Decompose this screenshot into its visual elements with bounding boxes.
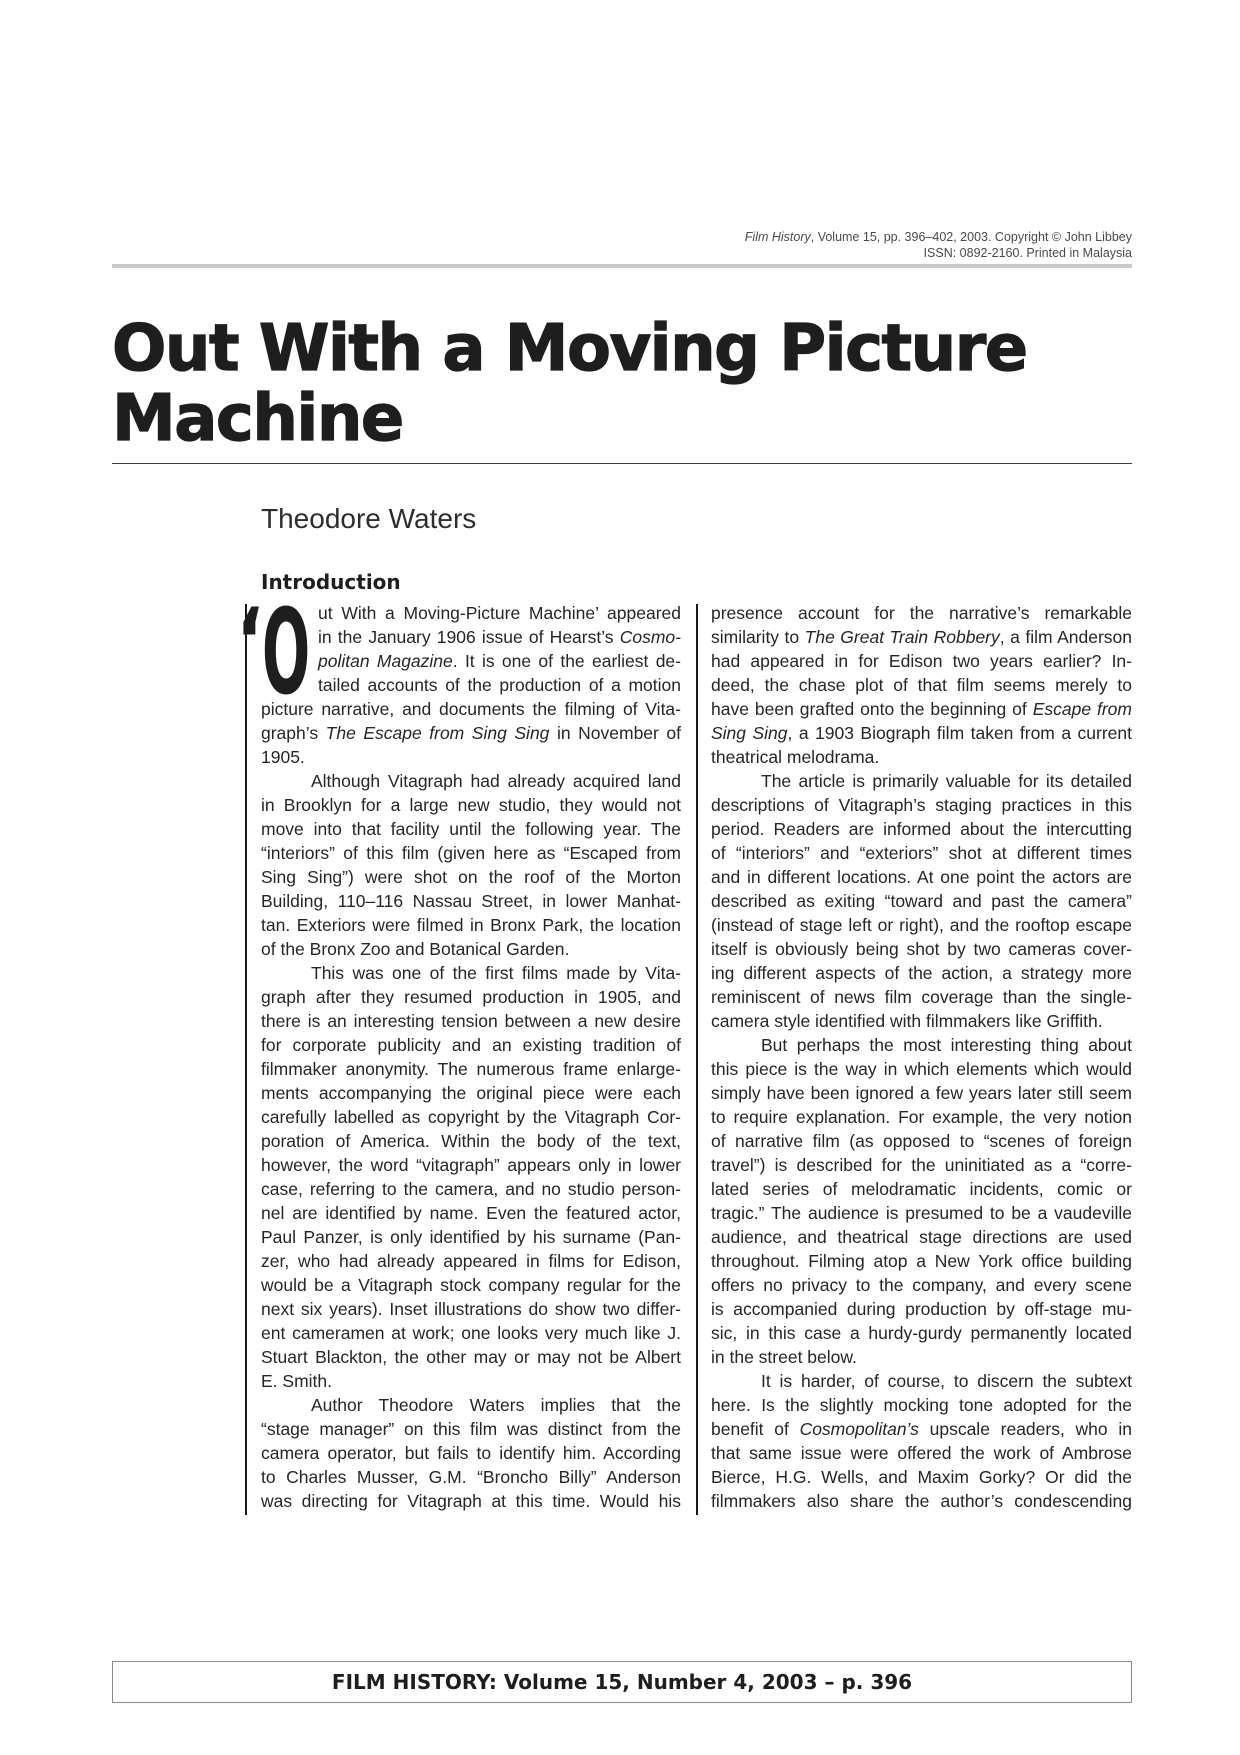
text-line: [261, 1129, 681, 1153]
drop-cap-quote: ‘: [236, 589, 264, 694]
text-line: [261, 1081, 681, 1105]
text-run: would be a Vitagraph stock company regular for the: [261, 1275, 681, 1295]
text-line: [711, 1441, 1132, 1465]
text-run: that same issue were offered the work of Ambrose: [711, 1443, 1132, 1463]
page-footer: [112, 1661, 1132, 1703]
text-line: [261, 1465, 681, 1489]
text-line: [711, 1009, 1132, 1033]
text-line: [711, 1105, 1132, 1129]
line-text: [261, 939, 569, 959]
line-text: [261, 1347, 681, 1367]
line-text: [711, 843, 1132, 863]
text-run: reminiscent of news film coverage than the single-: [711, 987, 1132, 1007]
italic-text-run: The Escape from Sing Sing: [325, 723, 550, 743]
line-text: [261, 1131, 681, 1151]
text-run: have been grafted onto the beginning of: [711, 699, 1033, 719]
text-run: in Brooklyn for a large new studio, they would not: [261, 795, 681, 815]
text-line: [711, 1177, 1132, 1201]
text-line: [711, 1489, 1132, 1513]
text-run: move into that facility until the following year. The: [261, 819, 681, 839]
text-run: tan. Exteriors were filmed in Bronx Park, the location: [261, 915, 681, 935]
text-run: was directing for Vitagraph at this time. Would his: [261, 1491, 681, 1511]
text-line: [711, 1153, 1132, 1177]
text-run: here. Is the slightly mocking tone adopted for the: [711, 1395, 1132, 1415]
text-run: deed, the chase plot of that film seems merely to: [711, 675, 1132, 695]
text-run: offers no privacy to the company, and every scene: [711, 1275, 1132, 1295]
text-run: simply have been ignored a few years later still seem: [711, 1083, 1132, 1103]
line-text: [711, 1083, 1132, 1103]
line-text: [261, 867, 681, 887]
text-line: [711, 1321, 1132, 1345]
text-line: [261, 1441, 681, 1465]
text-line: [711, 937, 1132, 961]
text-line: [261, 745, 681, 769]
text-line: [261, 937, 681, 961]
text-line: [711, 913, 1132, 937]
citation-header: [745, 229, 1132, 261]
italic-text-run: Cosmo-: [619, 627, 681, 647]
line-text: [711, 1251, 1132, 1271]
text-line: [711, 721, 1132, 745]
text-run: tailed accounts of the production of a motion: [318, 675, 681, 695]
text-run: The article is primarily valuable for its detailed: [761, 771, 1132, 791]
line-text: [711, 891, 1132, 911]
line-text: [311, 1395, 681, 1415]
text-run: “interiors” of this film (given here as “Escaped from: [261, 843, 681, 863]
text-line: [711, 841, 1132, 865]
text-run: “stage manager” on this film was distinct from the: [261, 1419, 681, 1439]
issn-line: ISSN: 0892-2160. Printed in Malaysia: [923, 246, 1132, 260]
line-text: [261, 1227, 681, 1247]
line-text: [711, 1419, 1132, 1439]
text-run: and in different locations. At one point the actors are: [711, 867, 1132, 887]
text-run: of “interiors” and “exteriors” shot at different times: [711, 843, 1132, 863]
italic-text-run: The Great Train Robbery: [804, 627, 1000, 647]
text-run: next six years). Inset illustrations do show two differ-: [261, 1299, 681, 1319]
line-text: [711, 867, 1132, 887]
text-run: upscale readers, who in: [918, 1419, 1132, 1439]
title-line-1: Out With a Moving Picture: [112, 312, 1027, 386]
line-text: [261, 1299, 681, 1319]
line-text: [261, 795, 681, 815]
text-run: (instead of stage left or right), and the rooftop escape: [711, 915, 1132, 935]
citation-line: [745, 229, 1132, 245]
line-text: [261, 1323, 681, 1343]
text-line: [261, 1297, 681, 1321]
line-text: [711, 1467, 1132, 1487]
left-text-column: [261, 601, 681, 1513]
text-run: similarity to: [711, 627, 805, 647]
line-text: [318, 651, 681, 671]
text-line: [261, 1201, 681, 1225]
line-text: [261, 1491, 681, 1511]
text-line: [711, 1393, 1132, 1417]
text-line: [261, 1177, 681, 1201]
text-line: [261, 913, 681, 937]
text-run: Bierce, H.G. Wells, and Maxim Gorky? Or did the: [711, 1467, 1132, 1487]
line-text: [711, 795, 1132, 815]
line-text: [261, 1443, 681, 1463]
text-line: [711, 1249, 1132, 1273]
text-line: [261, 817, 681, 841]
text-line: [711, 1273, 1132, 1297]
line-text: [711, 1059, 1132, 1079]
text-line: [711, 1225, 1132, 1249]
text-run: tragic.” The audience is presumed to be a vaudeville: [711, 1203, 1132, 1223]
text-line: [711, 1417, 1132, 1441]
text-line: [261, 673, 681, 697]
text-line: [711, 865, 1132, 889]
text-line: [711, 697, 1132, 721]
line-text: [711, 1347, 857, 1367]
text-run: period. Readers are informed about the intercutting: [711, 819, 1132, 839]
line-text: [261, 843, 681, 863]
line-text: [261, 723, 681, 743]
text-line: [261, 1033, 681, 1057]
line-text: [711, 603, 1132, 623]
middle-column-rule: [696, 604, 698, 1515]
line-text: [711, 1443, 1132, 1463]
article-title: [112, 314, 1027, 454]
text-run: 1905.: [261, 747, 305, 767]
text-run: lated series of melodramatic incidents, comic or: [711, 1179, 1132, 1199]
line-text: [261, 699, 681, 719]
line-text: [711, 963, 1132, 983]
text-run: in the street below.: [711, 1347, 857, 1367]
italic-text-run: Cosmopolitan’s: [799, 1419, 919, 1439]
line-text: [711, 1131, 1132, 1151]
text-line: [261, 985, 681, 1009]
line-text: [318, 603, 681, 623]
line-text: [261, 819, 681, 839]
text-run: case, referring to the camera, and no studio person-: [261, 1179, 681, 1199]
text-run: camera operator, but fails to identify him. According: [261, 1443, 681, 1463]
text-run: audience, and theatrical stage directions are used: [711, 1227, 1132, 1247]
line-text: [261, 915, 681, 935]
drop-cap-letter: O: [262, 583, 311, 721]
text-line: [261, 1345, 681, 1369]
line-text: [261, 1179, 681, 1199]
text-line: [261, 721, 681, 745]
line-text: [261, 747, 305, 767]
line-text: [261, 1011, 681, 1031]
line-text: [711, 1299, 1132, 1319]
text-run: Although Vitagraph had already acquired land: [311, 771, 681, 791]
line-text: [711, 723, 1132, 743]
author-name: Theodore Waters: [261, 503, 477, 534]
title-rule: [112, 463, 1132, 464]
footer-citation: FILM HISTORY: Volume 15, Number 4, 2003 – p. 396: [331, 1670, 913, 1694]
text-run: Building, 110–116 Nassau Street, in lower Manhat-: [261, 891, 681, 911]
italic-text-run: Sing Sing: [711, 723, 788, 743]
text-run: descriptions of Vitagraph’s staging practices in this: [711, 795, 1132, 815]
text-run: carefully labelled as copyright by the Vitagraph Cor-: [261, 1107, 681, 1127]
line-text: [711, 939, 1132, 959]
text-line: [711, 985, 1132, 1009]
journal-name: Film History: [744, 230, 811, 244]
text-line: [711, 793, 1132, 817]
text-line: [261, 601, 681, 625]
text-line: [711, 601, 1132, 625]
text-line: [711, 1129, 1132, 1153]
line-text: [711, 1227, 1132, 1247]
text-run: for corporate publicity and an existing tradition of: [261, 1035, 681, 1055]
text-run: Sing Sing”) were shot on the roof of the Morton: [261, 867, 681, 887]
italic-text-run: politan Magazine: [318, 651, 453, 671]
line-text: [761, 771, 1132, 791]
line-text: [711, 747, 879, 767]
text-line: [711, 1465, 1132, 1489]
text-run: It is harder, of course, to discern the subtext: [761, 1371, 1132, 1391]
text-run: E. Smith.: [261, 1371, 332, 1391]
line-text: [261, 1203, 681, 1223]
text-run: itself is obviously being shot by two cameras cover-: [711, 939, 1132, 959]
text-line: [261, 1249, 681, 1273]
line-text: [261, 1467, 681, 1487]
text-run: ent cameramen at work; one looks very much like J.: [261, 1323, 681, 1343]
text-line: [261, 1225, 681, 1249]
text-run: Stuart Blackton, the other may or may not be Albert: [261, 1347, 681, 1367]
text-line: [711, 1081, 1132, 1105]
text-line: [711, 1369, 1132, 1393]
line-text: [711, 1395, 1132, 1415]
line-text: [711, 1107, 1132, 1127]
text-run: Author Theodore Waters implies that the: [311, 1395, 681, 1415]
text-line: [261, 1321, 681, 1345]
text-run: camera style identified with filmmakers like Griffith.: [711, 1011, 1103, 1031]
line-text: [711, 627, 1132, 647]
text-run: presence account for the narrative’s remarkable: [711, 603, 1132, 623]
line-text: [711, 1491, 1132, 1511]
text-run: however, the word “vitagraph” appears only in lower: [261, 1155, 681, 1175]
text-run: is accompanied during production by off-stage mu-: [711, 1299, 1132, 1319]
text-run: , a film Anderson: [999, 627, 1132, 647]
header-rule: [112, 264, 1132, 268]
line-text: [761, 1035, 1132, 1055]
text-line: [711, 817, 1132, 841]
text-line: [261, 649, 681, 673]
text-line: [711, 1033, 1132, 1057]
text-run: to require explanation. For example, the very notion: [711, 1107, 1132, 1127]
text-line: [261, 1105, 681, 1129]
text-run: But perhaps the most interesting thing about: [761, 1035, 1132, 1055]
text-line: [711, 1201, 1132, 1225]
text-line: [711, 1345, 1132, 1369]
text-run: of the Bronx Zoo and Botanical Garden.: [261, 939, 570, 959]
text-run: this piece is the way in which elements which would: [711, 1059, 1132, 1079]
text-line: [261, 1417, 681, 1441]
text-line: [261, 769, 681, 793]
text-line: [711, 889, 1132, 913]
text-line: [261, 1489, 681, 1513]
text-line: [711, 1057, 1132, 1081]
line-text: [711, 1155, 1132, 1175]
text-line: [711, 1297, 1132, 1321]
text-line: [261, 1153, 681, 1177]
text-line: [261, 1273, 681, 1297]
line-text: [261, 1083, 681, 1103]
text-run: travel”) is described for the uninitiated as a “corre-: [711, 1155, 1132, 1175]
text-line: [711, 673, 1132, 697]
text-line: [711, 745, 1132, 769]
text-line: [711, 649, 1132, 673]
text-run: there is an interesting tension between a new desire: [261, 1011, 681, 1031]
text-run: nel are identified by name. Even the featured actor,: [261, 1203, 681, 1223]
line-text: [711, 699, 1132, 719]
text-line: [261, 793, 681, 817]
line-text: [711, 987, 1132, 1007]
left-column-rule: [245, 604, 247, 1515]
text-line: [711, 961, 1132, 985]
line-text: [261, 891, 681, 911]
text-run: zer, who had already appeared in films for Edison,: [261, 1251, 681, 1271]
text-run: graph’s: [261, 723, 326, 743]
text-line: [261, 1057, 681, 1081]
text-run: of narrative film (as opposed to “scenes of foreign: [711, 1131, 1132, 1151]
text-line: [261, 1393, 681, 1417]
right-text-column: [711, 601, 1132, 1513]
line-text: [711, 1011, 1103, 1031]
line-text: [261, 1275, 681, 1295]
line-text: [761, 1371, 1132, 1391]
title-line-2: Machine: [112, 382, 403, 456]
text-line: [261, 1369, 681, 1393]
line-text: [711, 651, 1132, 671]
line-text: [261, 1419, 681, 1439]
text-run: had appeared in for Edison two years earlier? In-: [711, 651, 1132, 671]
line-text: [711, 1275, 1132, 1295]
text-line: [261, 865, 681, 889]
text-run: ut With a Moving-Picture Machine’ appeared: [318, 603, 681, 623]
line-text: [311, 963, 681, 983]
italic-text-run: Escape from: [1032, 699, 1132, 719]
text-line: [711, 625, 1132, 649]
text-line: [261, 889, 681, 913]
line-text: [261, 1371, 332, 1391]
text-run: sic, in this case a hurdy-gurdy permanently located: [711, 1323, 1132, 1343]
line-text: [261, 1035, 681, 1055]
line-text: [318, 627, 681, 647]
line-text: [261, 1155, 681, 1175]
line-text: [711, 1179, 1132, 1199]
text-run: ments accompanying the original piece were each: [261, 1083, 681, 1103]
text-run: throughout. Filming atop a New York office building: [711, 1251, 1132, 1271]
line-text: [711, 675, 1132, 695]
line-text: [261, 987, 681, 1007]
text-line: [261, 1009, 681, 1033]
text-run: benefit of: [711, 1419, 800, 1439]
text-run: theatrical melodrama.: [711, 747, 880, 767]
text-line: [261, 697, 681, 721]
section-heading: Introduction: [261, 570, 401, 594]
line-text: [261, 1059, 681, 1079]
text-run: This was one of the first films made by Vita-: [311, 963, 681, 983]
text-run: graph after they resumed production in 1905, and: [261, 987, 681, 1007]
line-text: [311, 771, 681, 791]
text-run: filmmaker anonymity. The numerous frame enlarge-: [261, 1059, 681, 1079]
text-run: to Charles Musser, G.M. “Broncho Billy” Anderson: [261, 1467, 681, 1487]
line-text: [261, 1107, 681, 1127]
text-run: picture narrative, and documents the filming of Vita-: [261, 699, 681, 719]
text-run: filmmakers also share the author’s condescending: [711, 1491, 1132, 1511]
text-run: Paul Panzer, is only identified by his surname (Pan-: [261, 1227, 681, 1247]
text-run: , a 1903 Biograph film taken from a current: [787, 723, 1132, 743]
text-line: [261, 841, 681, 865]
text-line: [261, 961, 681, 985]
text-line: [711, 769, 1132, 793]
text-run: described as exiting “toward and past the camera”: [711, 891, 1132, 911]
text-line: [261, 625, 681, 649]
text-run: ing different aspects of the action, a strategy more: [711, 963, 1132, 983]
citation-details: , Volume 15, pp. 396–402, 2003. Copyright © John Libbey: [810, 230, 1132, 244]
text-run: . It is one of the earliest de-: [452, 651, 681, 671]
line-text: [711, 915, 1132, 935]
text-run: poration of America. Within the body of the text,: [261, 1131, 681, 1151]
line-text: [711, 1323, 1132, 1343]
line-text: [711, 1203, 1132, 1223]
line-text: [711, 819, 1132, 839]
line-text: [318, 675, 681, 695]
line-text: [261, 1251, 681, 1271]
text-run: in November of: [549, 723, 682, 743]
text-run: in the January 1906 issue of Hearst’s: [318, 627, 620, 647]
